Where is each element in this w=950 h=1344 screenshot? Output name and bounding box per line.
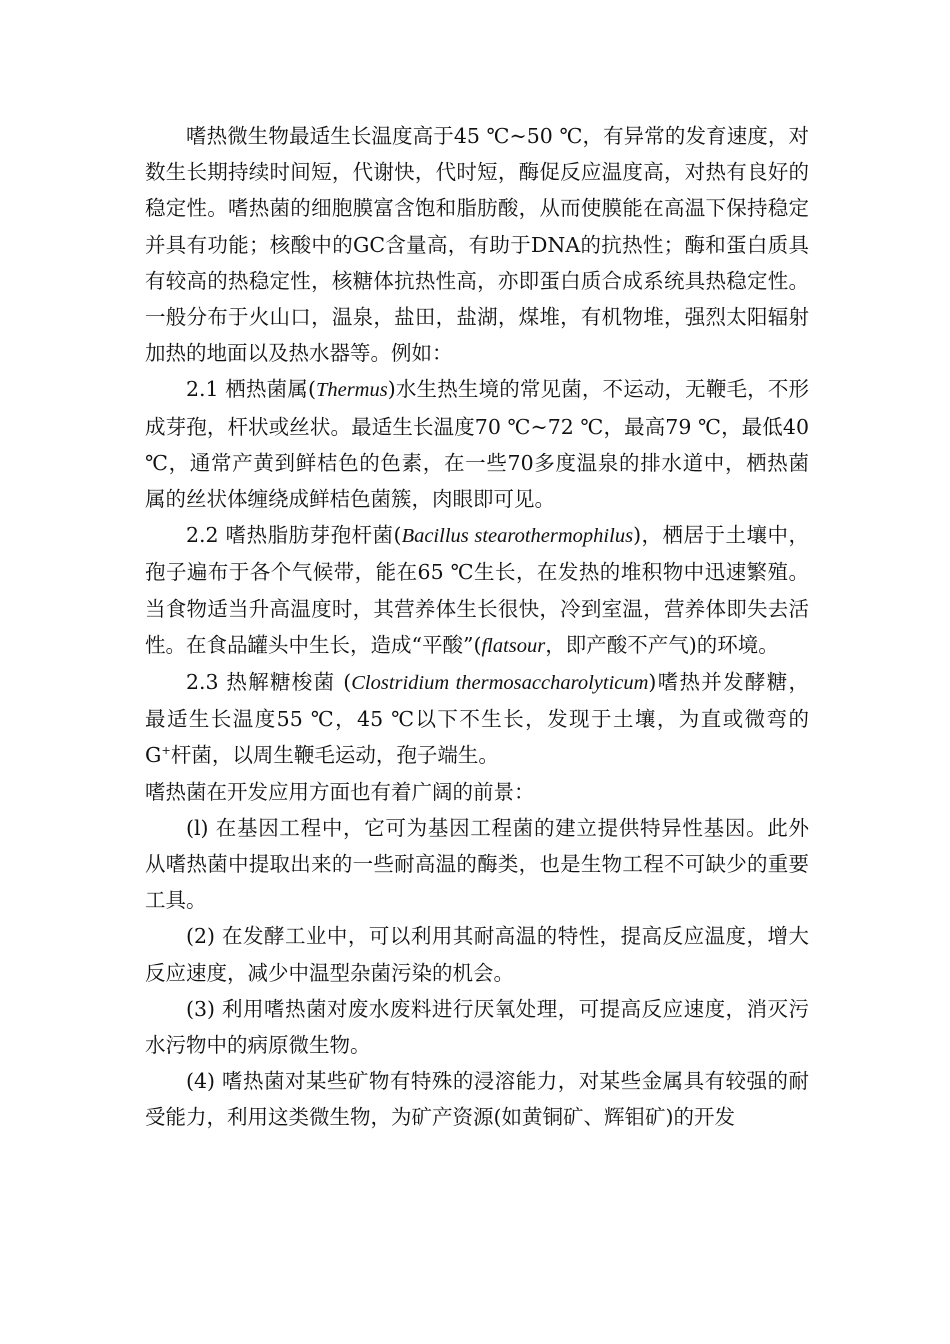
item-clostridium-latin: Clostridium thermosaccharolyticum xyxy=(351,672,649,695)
intro-text: 嗜热微生物最适生长温度高于45 ℃~50 ℃，有异常的发育速度，对数生长期持续时间短，代谢快，代时短，酶促反应温度高，对热有良好的稳定性。嗜热菌的细胞膜富含饱和脂肪酸，从而使膜能在高温下保持稳定并具有功能；核酸中的GC含量高，有助于DNA的抗热性；酶和蛋白质具有较高的热稳定性，核糖体抗热性高，亦即蛋白质合成系统具热稳定性。一般分布于火山口，温泉，盐田，盐湖，煤堆，有机物堆，强烈太阳辐射加热的地面以及热水器等。例如： xyxy=(145,124,809,366)
applications-heading: 嗜热菌在开发应用方面也有着广阔的前景： xyxy=(145,779,535,804)
item-bacillus-post: ，即产酸不产气)的环境。 xyxy=(545,632,779,657)
application-item-3: (3) 利用嗜热菌对废水废料进行厌氧处理，可提高反应速度，消灭污水污物中的病原微生物。 xyxy=(145,996,809,1058)
application-item-1: (l) 在基因工程中，它可为基因工程菌的建立提供特异性基因。此外从嗜热菌中提取出来的一些耐高温的酶类，也是生物工程不可缺少的重要工具。 xyxy=(145,815,809,913)
item-clostridium-post: 杆菌，以周生鞭毛运动，孢子端生。 xyxy=(170,743,499,768)
item-bacillus-mid: )，栖居于土壤中，孢子遍布于各个气候带，能在65 ℃生长，在发热的堆积物中迅速繁殖。当食物适当升高温度时，其营养体生长很快，冷到室温，营养体即失去活性。在食品罐头中生长，造成“平酸”( xyxy=(145,523,810,657)
application-item-4: (4) 嗜热菌对某些矿物有特殊的浸溶能力，对某些金属具有较强的耐受能力，利用这类微生物，为矿产资源(如黄铜矿、辉钼矿)的开发 xyxy=(145,1069,809,1130)
item-bacillus-pre: 2.2 嗜热脂肪芽孢杆菌( xyxy=(186,523,402,548)
item-clostridium-paragraph xyxy=(145,664,809,774)
item-bacillus-latin: Bacillus stearothermophilus xyxy=(401,525,634,548)
item-clostridium-pre: 2.3 热解糖梭菌 ( xyxy=(186,670,352,695)
document-body xyxy=(145,118,809,1136)
item-bacillus-paragraph xyxy=(145,517,809,664)
item-clostridium-sup: + xyxy=(161,744,171,758)
item-clostridium-mid: )嗜热并发酵糖，最适生长温度55 ℃，45 ℃以下不生长，发现于土壤，为直或微弯的 G xyxy=(145,670,809,768)
item-thermus-pre: 2.1 栖热菌属( xyxy=(186,377,316,402)
item-bacillus-latin2: flatsour xyxy=(481,634,546,657)
item-thermus-latin: Thermus xyxy=(315,379,388,402)
item-thermus-paragraph xyxy=(145,371,809,517)
item-thermus-post: )水生热生境的常见菌，不运动，无鞭毛，不形成芽孢，杆状或丝状。最适生长温度70 ℃~72 ℃，最高79 ℃，最低40 ℃，通常产黄到鲜桔色的色素，在一些70多度温泉的排水道中，栖热菌属的丝状体缠绕成鲜桔色菌簇，肉眼即可见。 xyxy=(145,377,810,512)
application-item-2: (2) 在发酵工业中，可以利用其耐高温的特性，提高反应温度，增大反应速度，减少中温型杂菌污染的机会。 xyxy=(145,924,809,985)
intro-paragraph xyxy=(145,118,809,371)
